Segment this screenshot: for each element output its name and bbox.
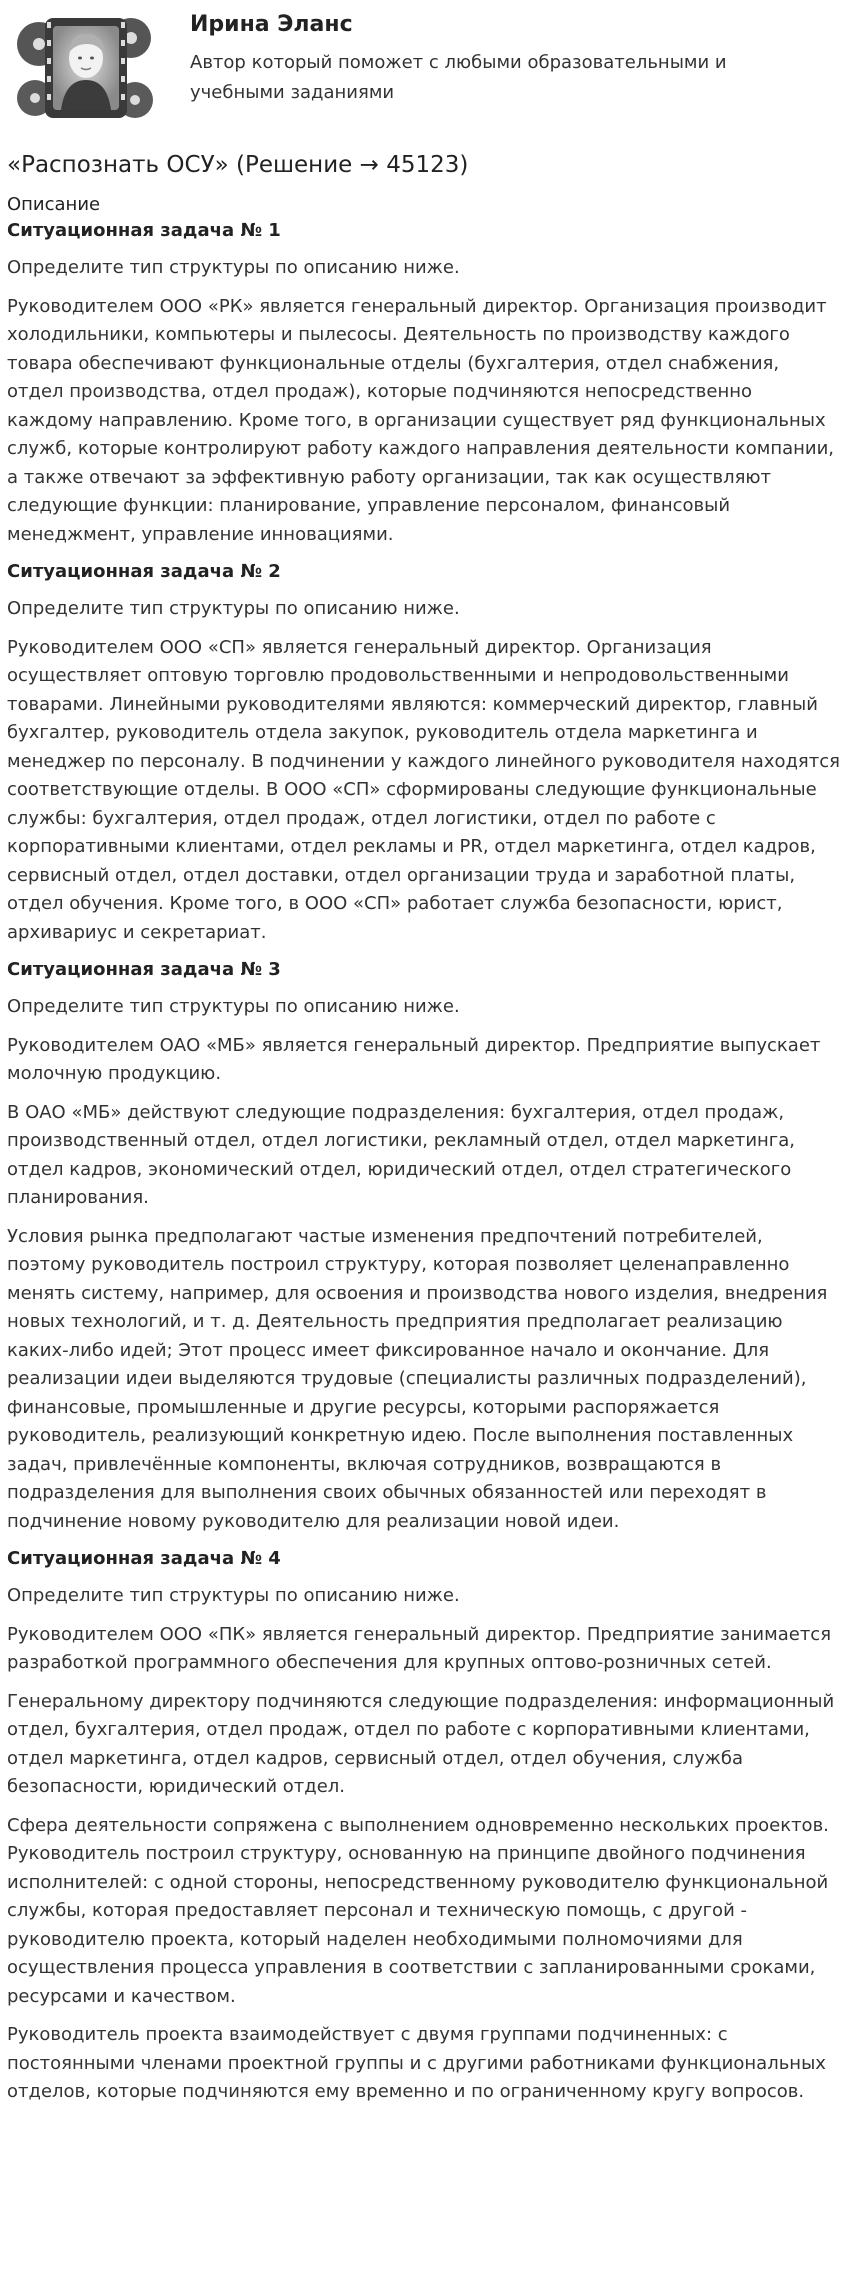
section-2: [7, 559, 840, 947]
section-4: [7, 1546, 840, 2107]
author-description: Автор который поможет с любыми образовательными и учебными заданиями: [190, 52, 727, 103]
paragraph: Определите тип структуры по описанию ниже.: [7, 598, 460, 619]
paragraph: Определите тип структуры по описанию ниже.: [7, 257, 460, 278]
paragraph: В ОАО «МБ» действуют следующие подразделения: бухгалтерия, отдел продаж, производственный отдел, отдел логистики, рекламный отдел, отдел маркетинга, отдел кадров, экономический отдел, юридический отдел, отдел стратегического планирования.: [7, 1101, 795, 1208]
paragraph: Определите тип структуры по описанию ниже.: [7, 1585, 460, 1606]
paragraph: Руководителем ООО «СП» является генеральный директор. Организация осуществляет оптовую торговлю продовольственными и непродовольственными товарами. Линейными руководителями являются: коммерческий директор, главный бухгалтер, руководитель отдела закупок, руководитель отдела маркетинга и менеджер по персоналу. В подчинении у каждого линейного руководителя находятся соответствующие отделы. В ООО «СП» сформированы следующие функциональные службы: бухгалтерия, отдел продаж, отдел логистики, отдел по работе с корпоративными клиентами, отдел рекламы и PR, отдел маркетинга, отдел кадров, сервисный отдел, отдел доставки, отдел организации труда и заработной платы, отдел обучения. Кроме того, в ООО «СП» работает служба безопасности, юрист, архивариус и секретариат.: [7, 636, 840, 943]
section-heading: Ситуационная задача № 4: [7, 1548, 281, 1569]
page-title: «Распознать ОСУ» (Решение → 45123): [7, 152, 469, 178]
paragraph: Руководителем ООО «РК» является генеральный директор. Организация производит холодильники, компьютеры и пылесосы. Деятельность по производству каждого товара обеспечивают функциональные отделы (бухгалтерия, отдел снабжения, отдел производства, отдел продаж), которые подчиняются непосредственно каждому направлению. Кроме того, в организации существует ряд функциональных служб, которые контролируют работу каждого направления деятельности компании, а также отвечают за эффективную работу организации, так как осуществляют следующие функции: планирование, управление персоналом, финансовый менеджмент, управление инновациями.: [7, 295, 835, 545]
paragraph: Условия рынка предполагают частые изменения предпочтений потребителей, поэтому руководитель построил структуру, которая позволяет целенаправленно менять систему, например, для освоения и производства нового изделия, внедрения новых технологий, и т. д. Деятельность предприятия предполагает реализацию каких-либо идей; Этот процесс имеет фиксированное начало и окончание. Для реализации идеи выделяются трудовые (специалисты различных подразделений), финансовые, промышленные и другие ресурсы, которыми распоряжается руководитель, реализующий конкретную идею. После выполнения поставленных задач, привлечённые компоненты, включая сотрудников, возвращаются в подразделения для выполнения своих обычных обязанностей или переходят в подчинение новому руководителю для реализации новой идеи.: [7, 1225, 828, 1532]
avatar: [15, 8, 155, 126]
section-3: [7, 957, 840, 1536]
description-label: Описание: [7, 194, 101, 215]
paragraph: Руководителем ООО «ПК» является генеральный директор. Предприятие занимается разработкой программного обеспечения для крупных оптово-розничных сетей.: [7, 1623, 832, 1673]
paragraph: Генеральному директору подчиняются следующие подразделения: информационный отдел, бухгалтерия, отдел продаж, отдел по работе с корпоративными клиентами, отдел маркетинга, отдел кадров, сервисный отдел, отдел обучения, служба безопасности, юридический отдел.: [7, 1690, 835, 1797]
paragraph: Сфера деятельности сопряжена с выполнением одновременно нескольких проектов. Руководитель построил структуру, основанную на принципе двойного подчинения исполнителей: с одной стороны, непосредственному руководителю функциональной службы, которая предоставляет персонал и техническую помощь, с другой - руководителю проекта, который наделен необходимыми полномочиями для осуществления процесса управления в соответствии с запланированными сроками, ресурсами и качеством.: [7, 1814, 829, 2007]
paragraph: Руководителем ОАО «МБ» является генеральный директор. Предприятие выпускает молочную продукцию.: [7, 1034, 821, 1084]
section-1: [7, 218, 840, 549]
film-reel-avatar-image: [15, 8, 155, 126]
section-heading: Ситуационная задача № 2: [7, 561, 281, 582]
paragraph: Определите тип структуры по описанию ниже.: [7, 996, 460, 1017]
paragraph: Руководитель проекта взаимодействует с двумя группами подчиненных: с постоянными членами проектной группы и с другими работниками функциональных отделов, которые подчиняются ему временно и по ограниченному кругу вопросов.: [7, 2024, 826, 2102]
section-heading: Ситуационная задача № 3: [7, 959, 281, 980]
author-card: [7, 0, 840, 130]
section-heading: Ситуационная задача № 1: [7, 220, 281, 241]
author-name[interactable]: Ирина Эланс: [190, 12, 353, 37]
